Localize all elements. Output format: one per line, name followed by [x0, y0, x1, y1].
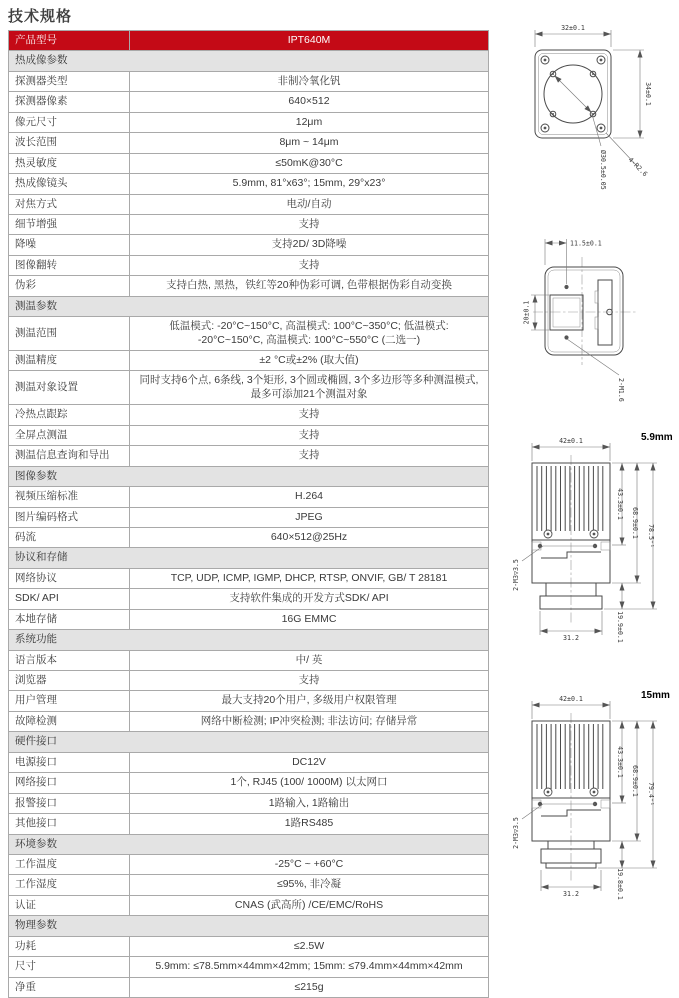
param-value: ≤2.5W — [130, 936, 489, 956]
table-row — [9, 568, 489, 588]
section-row — [9, 732, 489, 752]
table-row — [9, 425, 489, 445]
param-name: 对焦方式 — [9, 194, 130, 214]
param-name: 像元尺寸 — [9, 112, 130, 132]
table-row — [9, 487, 489, 507]
table-row — [9, 255, 489, 275]
param-value: -25°C ~ +60°C — [130, 854, 489, 874]
front-view-drawing — [495, 10, 679, 222]
spec-table — [8, 30, 489, 998]
param-value: ≤50mK@30°C — [130, 153, 489, 173]
dim-lens-length: 19.9±0.1 — [616, 611, 624, 643]
param-value: 5.9mm, 81°x63°; 15mm, 29°x23° — [130, 174, 489, 194]
param-value: 网络中断检测; IP冲突检测; 非法访问; 存储异常 — [130, 711, 489, 731]
param-value: 8μm ~ 14μm — [130, 133, 489, 153]
param-name: 净重 — [9, 977, 130, 997]
param-value: 低温模式: -20°C~150°C, 高温模式: 100°C~350°C; 低温模式: -20°C~150°C, 高温模式: 100°C~550°C (二选一) — [130, 317, 489, 351]
rear-view-dimensions — [523, 239, 626, 402]
table-row — [9, 174, 489, 194]
spec-table-body — [9, 51, 489, 998]
param-name: 热灵敏度 — [9, 153, 130, 173]
dim-base-width: 31.2 — [563, 634, 579, 642]
param-value: 支持软件集成的开发方式SDK/ API — [130, 589, 489, 609]
param-value: 640×512@25Hz — [130, 527, 489, 547]
side-view-15mm-drawing — [495, 683, 679, 931]
dim-base-width: 31.2 — [563, 890, 579, 898]
section-row — [9, 630, 489, 650]
param-name: 冷热点跟踪 — [9, 405, 130, 425]
section-title: 图像参数 — [9, 466, 489, 486]
param-name: 电源接口 — [9, 752, 130, 772]
section-title: 协议和存储 — [9, 548, 489, 568]
param-value: 支持 — [130, 425, 489, 445]
table-row — [9, 507, 489, 527]
param-name: 工作温度 — [9, 854, 130, 874]
table-row — [9, 527, 489, 547]
param-value: 支持白热, 黑热，铁红等20种伪彩可调, 色带根据伪彩自动变换 — [130, 276, 489, 296]
table-row — [9, 371, 489, 405]
param-name: SDK/ API — [9, 589, 130, 609]
param-name: 浏览器 — [9, 671, 130, 691]
param-value: 16G EMMC — [130, 609, 489, 629]
dim-side-total: 79.4⁺¹ — [647, 782, 655, 806]
page-title: 技术规格 — [8, 8, 73, 25]
table-row — [9, 92, 489, 112]
dim-side-total: 78.5⁺¹ — [647, 524, 655, 548]
table-row — [9, 235, 489, 255]
table-row — [9, 671, 489, 691]
param-name: 报警接口 — [9, 793, 130, 813]
section-title: 环境参数 — [9, 834, 489, 854]
param-name: 伪彩 — [9, 276, 130, 296]
table-row — [9, 153, 489, 173]
section-row — [9, 466, 489, 486]
param-name: 工作湿度 — [9, 875, 130, 895]
param-value: 1个, RJ45 (100/ 1000M) 以太网口 — [130, 773, 489, 793]
param-name: 图像翻转 — [9, 255, 130, 275]
camera-rear-outline — [545, 267, 623, 355]
table-row — [9, 875, 489, 895]
dim-side-thread: 2-M3▽3.5 — [512, 817, 520, 849]
section-row — [9, 916, 489, 936]
param-value: 1路输入, 1路输出 — [130, 793, 489, 813]
param-value: ≤95%, 非冷凝 — [130, 875, 489, 895]
product-model-value: IPT640M — [130, 31, 489, 51]
param-value: TCP, UDP, ICMP, IGMP, DHCP, RTSP, ONVIF, GB/ T 28181 — [130, 568, 489, 588]
param-value: 最大支持20个用户, 多级用户权限管理 — [130, 691, 489, 711]
section-row — [9, 548, 489, 568]
param-name: 全屏点测温 — [9, 425, 130, 445]
section-title: 系统功能 — [9, 630, 489, 650]
table-header-row — [9, 31, 489, 51]
table-row — [9, 214, 489, 234]
param-value: 电动/自动 — [130, 194, 489, 214]
table-row — [9, 446, 489, 466]
table-row — [9, 711, 489, 731]
dim-side-h2: 68.9±0.1 — [631, 765, 639, 797]
dim-front-height: 34±0.1 — [644, 82, 652, 106]
section-title: 硬件接口 — [9, 732, 489, 752]
dim-rear-offset: 11.5±0.1 — [570, 239, 602, 248]
param-name: 其他接口 — [9, 814, 130, 834]
table-row — [9, 936, 489, 956]
param-name: 用户管理 — [9, 691, 130, 711]
dim-side-thread: 2-M3▽3.5 — [512, 559, 520, 591]
param-value: H.264 — [130, 487, 489, 507]
table-row — [9, 854, 489, 874]
dim-corner-radius: 4-R2.6 — [626, 155, 650, 179]
dim-side-h2: 68.9±0.1 — [631, 507, 639, 539]
param-name: 本地存储 — [9, 609, 130, 629]
param-name: 尺寸 — [9, 957, 130, 977]
param-value: 12μm — [130, 112, 489, 132]
section-title: 热成像参数 — [9, 51, 489, 71]
section-row — [9, 834, 489, 854]
dim-rear-thread: 2-M1.6 — [617, 378, 625, 402]
param-value: 1路RS485 — [130, 814, 489, 834]
lens-variant-label: 5.9mm — [641, 432, 673, 443]
param-value: CNAS (武高所) /CE/EMC/RoHS — [130, 895, 489, 915]
table-row — [9, 71, 489, 91]
param-value: 支持 — [130, 214, 489, 234]
table-row — [9, 691, 489, 711]
table-row — [9, 317, 489, 351]
dim-front-width: 32±0.1 — [561, 24, 585, 32]
dim-side-width: 42±0.1 — [559, 695, 583, 703]
param-value: 同时支持6个点, 6条线, 3个矩形, 3个圆或椭圆, 3个多边形等多种测温模式, 最多可添加21个测温对象 — [130, 371, 489, 405]
rear-connector-strip — [598, 280, 612, 345]
param-name: 探测器像素 — [9, 92, 130, 112]
front-view-dimensions — [535, 24, 652, 190]
param-value: 中/ 英 — [130, 650, 489, 670]
dim-side-width: 42±0.1 — [559, 437, 583, 445]
param-value: 支持 — [130, 405, 489, 425]
param-name: 功耗 — [9, 936, 130, 956]
section-title: 物理参数 — [9, 916, 489, 936]
param-name: 图片编码格式 — [9, 507, 130, 527]
param-value: 支持2D/ 3D降噪 — [130, 235, 489, 255]
param-value: 非制冷氧化钒 — [130, 71, 489, 91]
dim-rear-height: 20±0.1 — [522, 300, 531, 325]
param-value: 支持 — [130, 446, 489, 466]
param-value: 支持 — [130, 671, 489, 691]
table-row — [9, 194, 489, 214]
param-name: 细节增强 — [9, 214, 130, 234]
side-view-5-9mm-drawing — [495, 425, 679, 680]
param-name: 探测器类型 — [9, 71, 130, 91]
dim-side-h1: 43.3±0.1 — [616, 488, 624, 520]
table-row — [9, 133, 489, 153]
table-row — [9, 773, 489, 793]
dim-lens-diameter: Ø30.5±0.05 — [599, 150, 607, 190]
param-name: 测温信息查询和导出 — [9, 446, 130, 466]
table-row — [9, 351, 489, 371]
table-row — [9, 609, 489, 629]
param-value: ≤215g — [130, 977, 489, 997]
spec-table-container — [8, 30, 488, 998]
param-name: 网络接口 — [9, 773, 130, 793]
param-name: 网络协议 — [9, 568, 130, 588]
table-row — [9, 405, 489, 425]
section-title: 测温参数 — [9, 296, 489, 316]
param-value: DC12V — [130, 752, 489, 772]
param-value: 5.9mm: ≤78.5mm×44mm×42mm; 15mm: ≤79.4mm×44mm×42mm — [130, 957, 489, 977]
table-row — [9, 977, 489, 997]
table-row — [9, 650, 489, 670]
param-name: 视频压缩标准 — [9, 487, 130, 507]
product-model-label: 产品型号 — [9, 31, 130, 51]
param-value: JPEG — [130, 507, 489, 527]
rear-view-drawing — [495, 225, 679, 420]
dim-lens-length: 19.8±0.1 — [616, 868, 624, 900]
param-value: 支持 — [130, 255, 489, 275]
lens-variant-label: 15mm — [641, 690, 670, 701]
table-row — [9, 814, 489, 834]
table-row — [9, 793, 489, 813]
table-row — [9, 957, 489, 977]
section-row — [9, 51, 489, 71]
param-name: 语言版本 — [9, 650, 130, 670]
param-name: 认证 — [9, 895, 130, 915]
table-row — [9, 752, 489, 772]
param-name: 波长范围 — [9, 133, 130, 153]
param-name: 测温对象设置 — [9, 371, 130, 405]
param-name: 码流 — [9, 527, 130, 547]
table-row — [9, 276, 489, 296]
table-row — [9, 112, 489, 132]
table-row — [9, 895, 489, 915]
table-row — [9, 589, 489, 609]
param-name: 故障检测 — [9, 711, 130, 731]
param-value: 640×512 — [130, 92, 489, 112]
section-row — [9, 296, 489, 316]
param-name: 降噪 — [9, 235, 130, 255]
dim-side-h1: 43.3±0.1 — [616, 746, 624, 778]
param-name: 热成像镜头 — [9, 174, 130, 194]
rear-connector-square — [550, 295, 583, 330]
param-name: 测温范围 — [9, 317, 130, 351]
param-value: ±2 °C或±2% (取大值) — [130, 351, 489, 371]
param-name: 测温精度 — [9, 351, 130, 371]
